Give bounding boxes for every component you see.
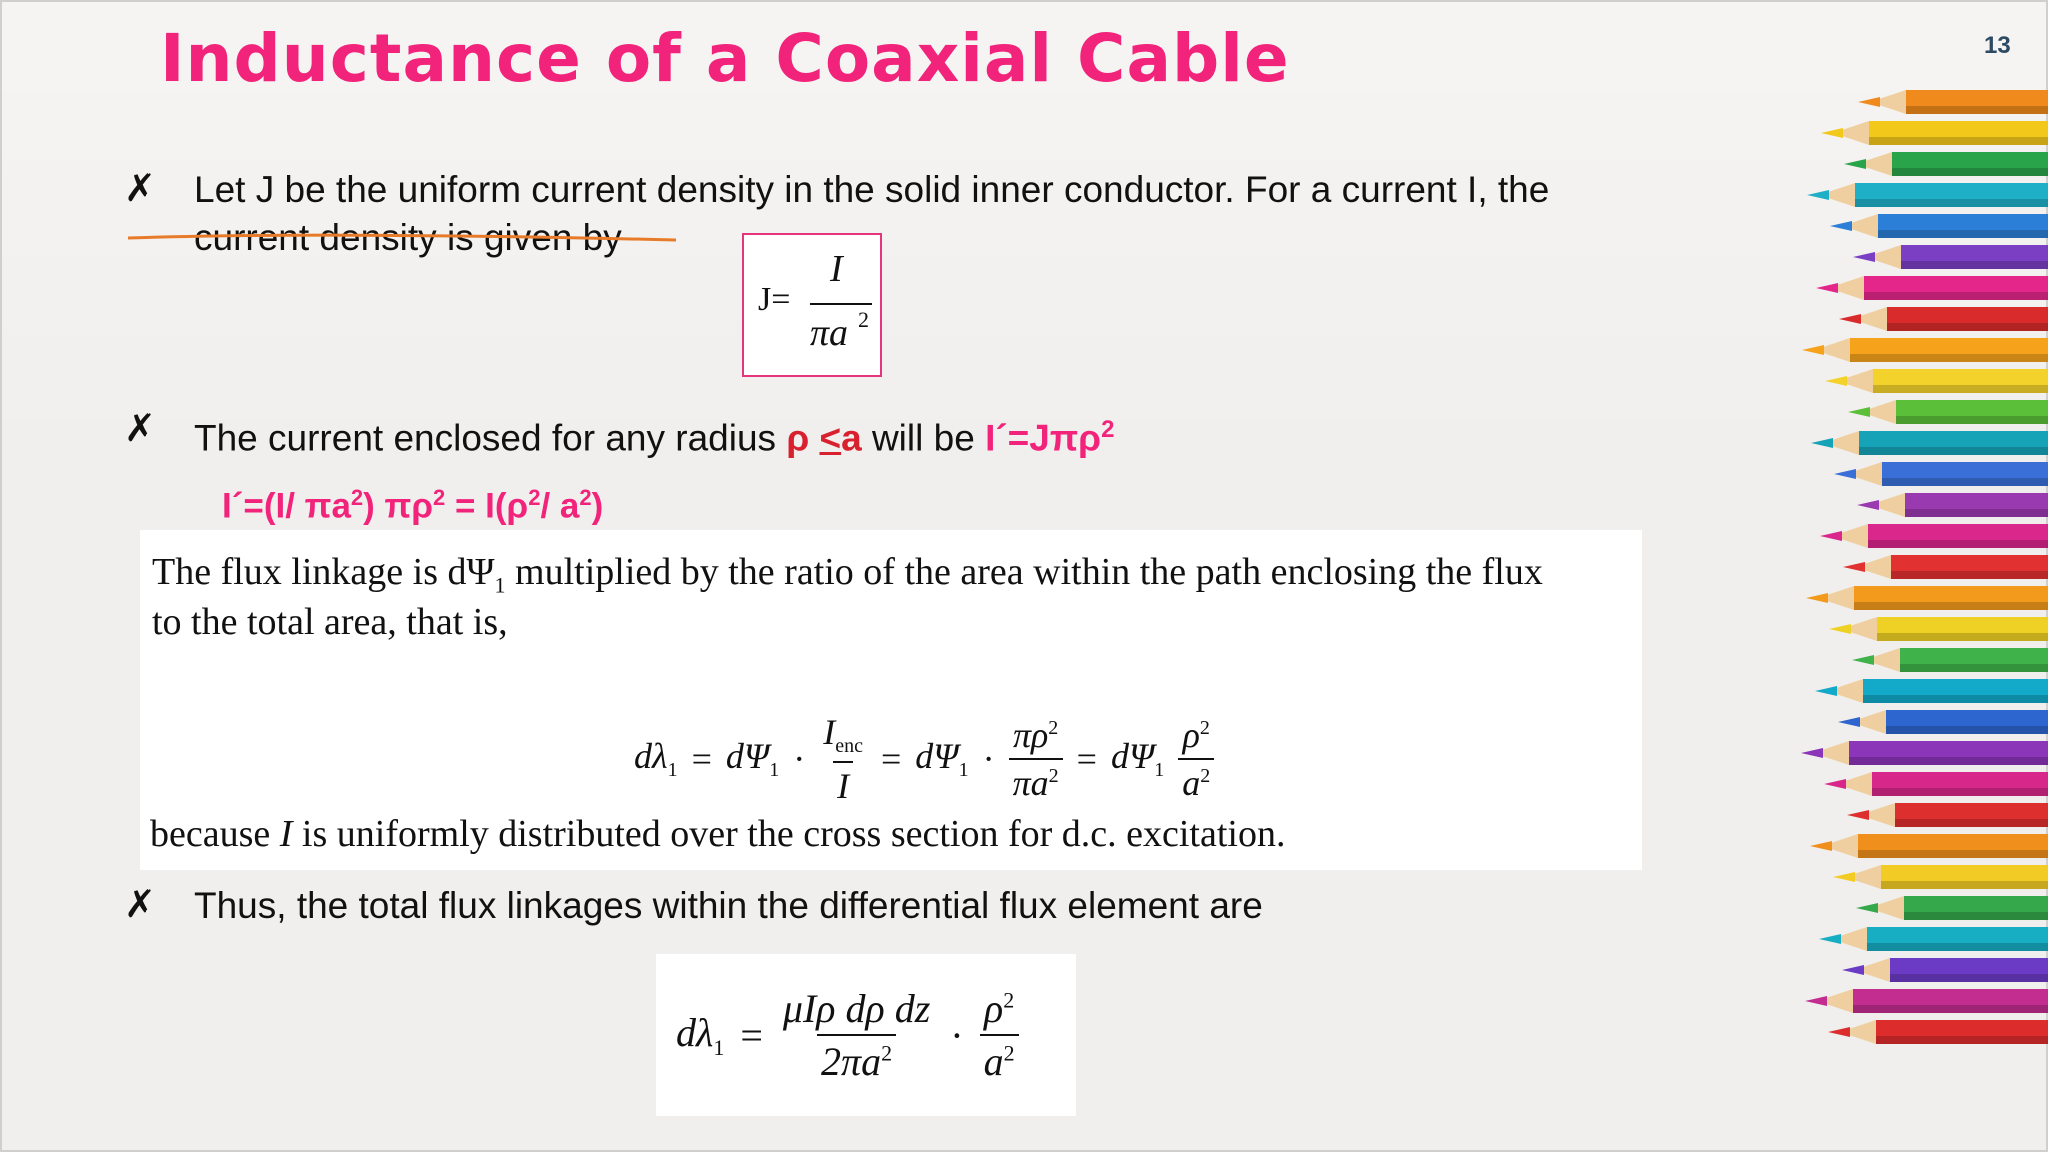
final-equals: = xyxy=(740,1012,763,1058)
excerpt-paragraph-1 xyxy=(152,550,1543,599)
eq-dpsi-2: $d\Psi_1$ xyxy=(915,736,969,782)
eq-equals-3: = xyxy=(1076,739,1097,779)
pencil-icon xyxy=(1852,648,2048,672)
bullet-marker-3: ✗ xyxy=(124,882,156,926)
excerpt-paragraph-3: because I is uniformly distributed over the cross section for d.c. excitation. xyxy=(150,813,1286,855)
pencil-icon xyxy=(1810,834,2048,858)
excerpt-p1-a: The flux linkage is dΨ xyxy=(152,551,495,593)
formula-j-fraction-bar xyxy=(810,303,872,305)
pencil-icon xyxy=(1805,989,2048,1013)
eq-fraction-area: $\frac{\pi\rho^2}{\pi a^2}$ xyxy=(1009,714,1063,804)
pencil-icon xyxy=(1833,865,2048,889)
current-density-formula-box xyxy=(742,233,882,377)
eq-fraction-ratio: $\frac{\rho^2}{a^2}$ xyxy=(1178,714,1214,804)
bullet-2-rho: ρ xyxy=(786,417,820,459)
pencil-icon xyxy=(1843,555,2048,579)
pencil-icon xyxy=(1856,896,2048,920)
eq-dpsi-1: $d\Psi_1$ xyxy=(725,736,780,782)
pencil-icon xyxy=(1858,90,2048,114)
eq-dpsi-3: $d\Psi_1$ xyxy=(1110,736,1165,782)
bullet-3-line: Thus, the total flux linkages within the differential flux element are xyxy=(194,885,1263,926)
pencil-icon xyxy=(1816,276,2048,300)
pencil-icon xyxy=(1815,679,2048,703)
pencil-icon xyxy=(1807,183,2048,207)
pencil-icon xyxy=(1802,338,2048,362)
final-main-fraction: $\frac{\text{μIρ dρ dz}}{2\pi a^2}$ xyxy=(782,986,931,1084)
bullet-2-text-a: The current enclosed for any radius xyxy=(194,417,787,459)
pencil-icon xyxy=(1838,710,2048,734)
pencil-icon xyxy=(1844,152,2048,176)
eq-dot-2: · xyxy=(982,739,995,779)
bullet-marker-1: ✗ xyxy=(124,166,156,210)
eq-equals-1: = xyxy=(691,739,712,779)
pencil-icon xyxy=(1801,741,2048,765)
bullet-2-line xyxy=(194,406,1114,462)
derivation-sup-2: 2 xyxy=(433,485,446,510)
eq-equals-2: = xyxy=(880,739,902,779)
formula-j-numerator: I xyxy=(830,248,843,290)
pencil-icon xyxy=(1848,400,2048,424)
excerpt-p1-b: multiplied by the ratio of the area within the path enclosing the flux xyxy=(505,551,1543,593)
pencil-icon xyxy=(1806,586,2048,610)
pencil-icon xyxy=(1847,803,2048,827)
eq-lhs: $d\lambda_1$ xyxy=(634,736,678,782)
excerpt-paragraph-2: to the total area, that is, xyxy=(152,601,508,643)
formula-j-lhs: J= xyxy=(758,281,791,318)
formula-j-denominator-sup: 2 xyxy=(858,307,869,332)
bullet-2-current-formula-sup: 2 xyxy=(1101,416,1115,443)
derivation-sup-4: 2 xyxy=(579,485,592,510)
pencil-icon xyxy=(1825,369,2048,393)
eq-fraction-ienc: $\frac{I_{enc}}{I}$ xyxy=(823,712,863,806)
formula-j-denominator: πa xyxy=(810,312,849,354)
pencil-icon xyxy=(1842,958,2048,982)
bullet-2-a: a xyxy=(841,417,862,459)
derivation-sup-3: 2 xyxy=(528,485,541,510)
pencil-icon xyxy=(1828,1020,2048,1044)
pencil-icon xyxy=(1821,121,2048,145)
pencil-icon xyxy=(1839,307,2048,331)
enclosed-current-derivation xyxy=(222,474,603,531)
total-flux-linkage-formula xyxy=(656,954,1076,1116)
pencil-icon xyxy=(1819,927,2048,951)
bullet-2-le: < xyxy=(819,417,842,459)
derivation-part-3: = I(ρ xyxy=(445,486,529,526)
derivation-part-5: ) xyxy=(591,486,604,526)
pencil-icon xyxy=(1829,617,2048,641)
derivation-part-2: ) πρ xyxy=(363,486,434,526)
pencil-icon xyxy=(1853,245,2048,269)
pencil-icon xyxy=(1830,214,2048,238)
excerpt-p1-sub: 1 xyxy=(494,572,506,598)
bullet-marker-2: ✗ xyxy=(124,406,156,450)
derivation-part-4: / a xyxy=(540,486,580,526)
pencil-icon xyxy=(1824,772,2048,796)
colored-pencils-decoration xyxy=(1780,80,2048,1080)
final-lhs: $d\lambda_1$ xyxy=(676,1010,725,1060)
pencil-icon xyxy=(1820,524,2048,548)
eq-dot-1: · xyxy=(793,739,806,779)
pencil-icon xyxy=(1857,493,2048,517)
pencil-icon xyxy=(1811,431,2048,455)
slide-title: Inductance of a Coaxial Cable xyxy=(160,20,1290,97)
slide-number: 13 xyxy=(1984,32,2011,59)
pencil-icon xyxy=(1834,462,2048,486)
final-dot: · xyxy=(950,1012,964,1058)
final-ratio-fraction: $\frac{\rho^2}{a^2}$ xyxy=(980,985,1019,1085)
orange-strike-line xyxy=(128,232,676,242)
textbook-excerpt-panel xyxy=(140,530,1642,870)
derivation-part-1: I´=(I/ πa xyxy=(222,486,351,526)
derivation-sup-1: 2 xyxy=(350,485,364,510)
bullet-2-current-formula: I´=Jπρ xyxy=(985,417,1102,459)
bullet-2-text-b: will be xyxy=(861,417,986,459)
bullet-1-line-1: Let J be the uniform current density in the solid inner conductor. For a current I, the xyxy=(194,169,1550,210)
bullet-1-line-2: current density is given by xyxy=(194,217,622,258)
